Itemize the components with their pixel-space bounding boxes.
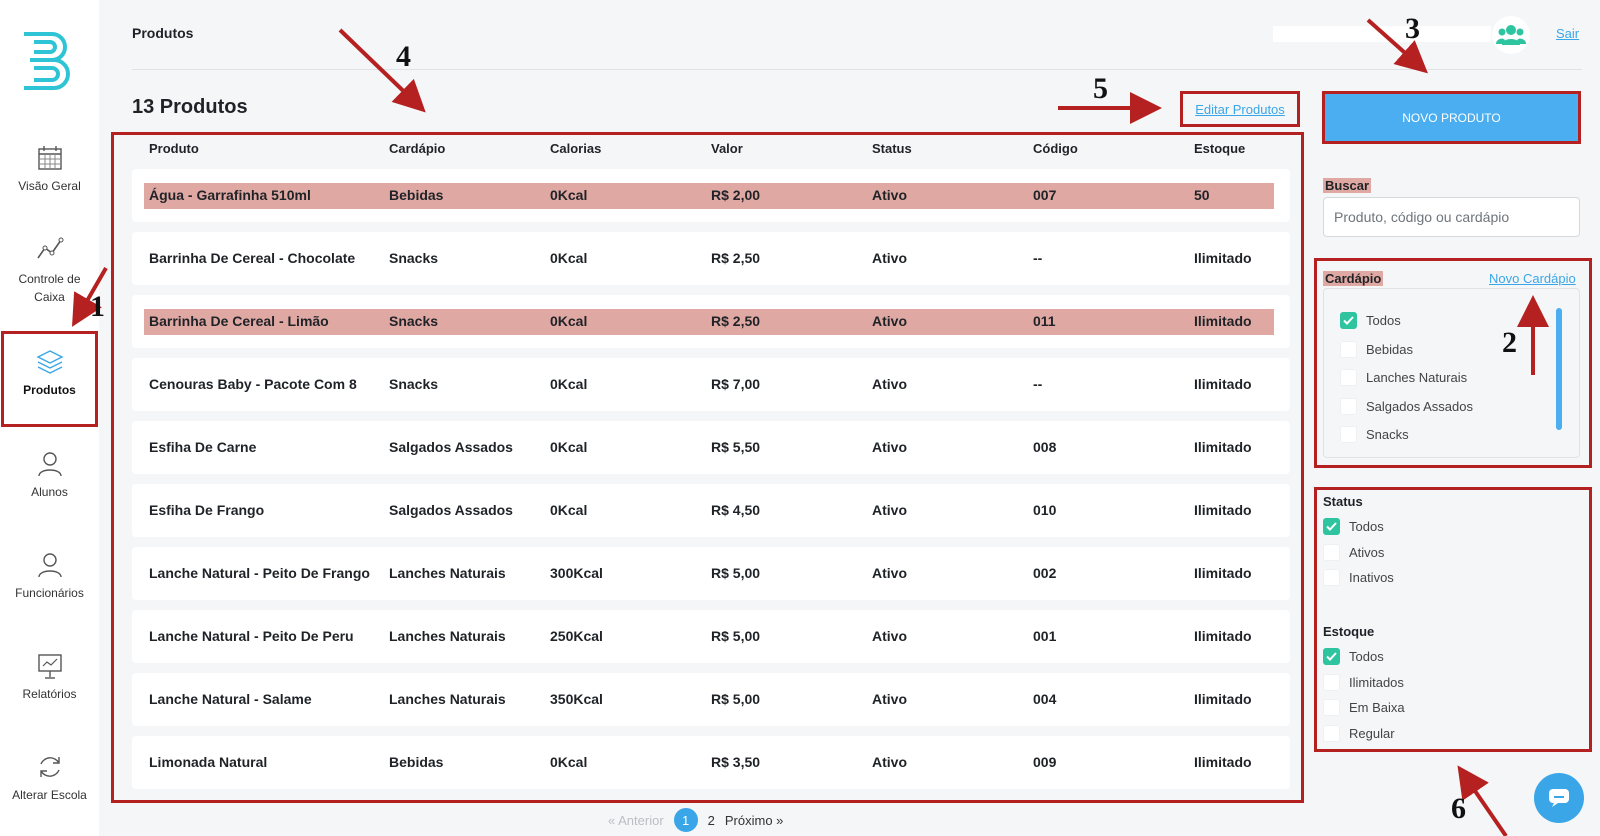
table-cell: 0Kcal: [550, 250, 588, 266]
checkbox[interactable]: [1323, 648, 1340, 665]
table-cell: Barrinha De Cereal - Chocolate: [149, 250, 356, 266]
cardapio-option-label: Lanches Naturais: [1366, 370, 1468, 385]
sidebar-item-alterar-escola[interactable]: [0, 752, 99, 802]
table-cell: Ativo: [872, 628, 907, 644]
estoque-option-label: Todos: [1349, 649, 1384, 664]
checkbox[interactable]: [1340, 341, 1357, 358]
table-cell: Salgados Assados: [389, 502, 513, 518]
table-cell: Ativo: [872, 502, 907, 518]
table-cell: R$ 7,00: [711, 376, 761, 392]
table-cell: R$ 3,50: [711, 754, 761, 770]
cardapio-option[interactable]: [1340, 398, 1473, 415]
table-cell: Ilimitado: [1194, 754, 1252, 770]
table-cell: R$ 5,00: [711, 691, 761, 707]
table-cell: Ilimitado: [1194, 376, 1252, 392]
column-header: Cardápio: [389, 141, 446, 156]
table-cell: 002: [1033, 565, 1057, 581]
annotation-number: 2: [1502, 326, 1517, 359]
table-cell: Ativo: [872, 691, 907, 707]
checkbox[interactable]: [1340, 426, 1357, 443]
logout-link[interactable]: Sair: [1556, 26, 1580, 41]
table-cell: Barrinha De Cereal - Limão: [149, 313, 329, 329]
sidebar-item-label: Alunos: [31, 485, 68, 499]
column-header: Código: [1033, 141, 1078, 156]
table-cell: Ilimitado: [1194, 628, 1252, 644]
status-option-label: Inativos: [1349, 570, 1394, 585]
page-1-button[interactable]: 1: [674, 808, 698, 832]
sidebar-item-label: Controle de Caixa: [18, 272, 81, 304]
checkbox[interactable]: [1323, 725, 1340, 742]
chat-icon: [1548, 788, 1570, 808]
table-cell: Ativo: [872, 250, 907, 266]
table-cell: 0Kcal: [550, 502, 588, 518]
table-cell: 350Kcal: [550, 691, 603, 707]
table-cell: Snacks: [389, 376, 439, 392]
table-cell: Lanche Natural - Peito De Frango: [149, 565, 370, 581]
new-product-label: NOVO PRODUTO: [1402, 110, 1501, 125]
table-cell: R$ 4,50: [711, 502, 761, 518]
table-cell: 009: [1033, 754, 1057, 770]
sidebar-item-funcionarios[interactable]: [0, 550, 99, 600]
sidebar-item-alunos[interactable]: [0, 449, 99, 499]
column-header: Status: [872, 141, 912, 156]
table-cell: Ilimitado: [1194, 439, 1252, 455]
table-cell: --: [1033, 250, 1043, 266]
table-cell: 007: [1033, 187, 1057, 203]
sidebar-item-label: Funcionários: [15, 586, 84, 600]
page-breadcrumb: Produtos: [132, 25, 194, 41]
check-icon: [1343, 316, 1354, 325]
table-cell: Lanche Natural - Peito De Peru: [149, 628, 354, 644]
table-cell: R$ 2,50: [711, 250, 761, 266]
estoque-option[interactable]: [1323, 674, 1404, 691]
table-cell: Ativo: [872, 754, 907, 770]
calendar-icon: [35, 143, 65, 173]
pagination: [608, 808, 783, 832]
table-cell: Ativo: [872, 565, 907, 581]
search-input[interactable]: [1323, 197, 1580, 237]
table-cell: Limonada Natural: [149, 754, 268, 770]
cardapio-option[interactable]: [1340, 312, 1401, 329]
sidebar-item-visao-geral[interactable]: [0, 143, 99, 193]
annotation-number: 4: [396, 40, 411, 73]
table-cell: 011: [1033, 313, 1056, 329]
divider: [132, 69, 1582, 70]
edit-products-label: Editar Produtos: [1195, 101, 1285, 117]
check-icon: [1326, 652, 1337, 661]
table-cell: Lanches Naturais: [389, 691, 506, 707]
check-icon: [1326, 522, 1337, 531]
table-cell: Ativo: [872, 187, 907, 203]
checkbox[interactable]: [1323, 699, 1340, 716]
chat-button[interactable]: [1534, 773, 1584, 823]
estoque-option-label: Em Baixa: [1349, 700, 1405, 715]
page-2-button[interactable]: 2: [707, 812, 715, 828]
presentation-icon: [35, 651, 65, 681]
table-cell: Salgados Assados: [389, 439, 513, 455]
cardapio-option[interactable]: [1340, 369, 1467, 386]
checkbox[interactable]: [1323, 518, 1340, 535]
table-cell: R$ 2,50: [711, 313, 761, 329]
estoque-option-label: Regular: [1349, 725, 1395, 741]
table-cell: Lanche Natural - Salame: [149, 691, 312, 707]
search-label: Buscar: [1325, 178, 1370, 193]
status-option[interactable]: [1323, 518, 1384, 535]
checkbox[interactable]: [1340, 312, 1357, 329]
sidebar-item-relatorios[interactable]: [0, 651, 99, 701]
page-title: 13 Produtos: [132, 96, 248, 118]
new-cardapio-link[interactable]: Novo Cardápio: [1489, 271, 1576, 286]
table-cell: Lanches Naturais: [389, 628, 506, 644]
cardapio-option-label: Bebidas: [1366, 341, 1413, 357]
logo-icon: [20, 28, 74, 92]
table-cell: Esfiha De Frango: [149, 502, 265, 518]
estoque-filter-title: Estoque: [1323, 624, 1375, 639]
table-cell: Snacks: [389, 250, 439, 266]
annotation-number: 5: [1093, 72, 1108, 105]
sidebar-item-controle-de-caixa[interactable]: [0, 234, 99, 306]
cardapio-option[interactable]: [1340, 341, 1413, 358]
table-cell: 50: [1194, 187, 1210, 203]
status-filter-title: Status: [1323, 494, 1363, 509]
column-header: Produto: [149, 141, 199, 156]
table-cell: Ilimitado: [1194, 502, 1252, 518]
sidebar-item-label: Relatórios: [22, 687, 77, 701]
cardapio-option-label: Todos: [1366, 313, 1401, 328]
status-option[interactable]: [1323, 569, 1394, 586]
column-header: Estoque: [1194, 141, 1246, 156]
status-option-label: Todos: [1349, 519, 1384, 534]
column-header: Valor: [711, 141, 743, 156]
table-cell: Cenouras Baby - Pacote Com 8: [149, 376, 357, 392]
estoque-option-label: Ilimitados: [1349, 674, 1404, 690]
table-cell: Ilimitado: [1194, 313, 1252, 329]
annotation-number: 1: [90, 290, 105, 323]
table-cell: Ilimitado: [1194, 691, 1252, 707]
status-option[interactable]: [1323, 544, 1384, 561]
cardapio-option[interactable]: [1340, 426, 1409, 443]
checkbox[interactable]: [1323, 544, 1340, 561]
estoque-option[interactable]: [1323, 699, 1405, 716]
edit-products-link[interactable]: [1180, 91, 1300, 127]
next-page-link[interactable]: Próximo »: [724, 812, 784, 828]
annotation-number: 3: [1405, 12, 1420, 45]
annotation-box-sidebar: [1, 331, 98, 427]
annotation-arrow-6: [1462, 772, 1506, 836]
table-cell: 0Kcal: [550, 754, 588, 770]
checkbox[interactable]: [1340, 369, 1357, 386]
table-cell: Ativo: [872, 376, 907, 392]
table-cell: Lanches Naturais: [389, 565, 506, 581]
sidebar: [0, 0, 99, 836]
checkbox[interactable]: [1340, 398, 1357, 415]
table-cell: Esfiha De Carne: [149, 439, 257, 455]
user-icon: [35, 449, 65, 479]
estoque-option[interactable]: [1323, 648, 1384, 665]
table-cell: 0Kcal: [550, 187, 588, 203]
table-cell: Ilimitado: [1194, 250, 1252, 266]
cardapio-label: Cardápio: [1325, 271, 1382, 286]
table-cell: 004: [1033, 691, 1057, 707]
table-cell: R$ 2,00: [711, 187, 761, 203]
cardapio-option-label: Salgados Assados: [1366, 398, 1473, 414]
users-icon: [1496, 24, 1526, 46]
status-option-label: Ativos: [1349, 544, 1385, 560]
table-cell: Água - Garrafinha 510ml: [149, 187, 311, 203]
table-cell: --: [1033, 376, 1043, 392]
annotation-number: 6: [1451, 792, 1466, 825]
table-cell: 008: [1033, 439, 1057, 455]
table-cell: Bebidas: [389, 187, 444, 203]
checkbox[interactable]: [1323, 674, 1340, 691]
sidebar-item-label: Alterar Escola: [12, 788, 87, 802]
user-icon: [35, 550, 65, 580]
table-cell: 0Kcal: [550, 313, 588, 329]
sidebar-item-label: Visão Geral: [18, 179, 81, 193]
table-cell: 250Kcal: [550, 628, 603, 644]
sidebar-item-label: Produtos: [23, 383, 76, 397]
column-header: Calorias: [550, 141, 602, 156]
table-cell: 0Kcal: [550, 376, 588, 392]
table-cell: Ilimitado: [1194, 565, 1252, 581]
new-product-button[interactable]: [1322, 91, 1581, 144]
table-cell: 0Kcal: [550, 439, 588, 455]
table-cell: R$ 5,50: [711, 439, 761, 455]
refresh-icon: [35, 752, 65, 782]
table-cell: R$ 5,00: [711, 565, 761, 581]
estoque-option[interactable]: [1323, 725, 1395, 742]
user-name-field: [1273, 26, 1491, 42]
prev-page-link[interactable]: « Anterior: [608, 812, 664, 828]
cardapio-option-label: Snacks: [1366, 427, 1409, 442]
annotation-box-table: [111, 132, 1304, 803]
table-cell: R$ 5,00: [711, 628, 761, 644]
table-cell: 001: [1033, 628, 1057, 644]
line-chart-icon: [35, 234, 65, 264]
table-cell: 300Kcal: [550, 565, 603, 581]
table-cell: 010: [1033, 502, 1057, 518]
table-cell: Ativo: [872, 313, 907, 329]
checkbox[interactable]: [1323, 569, 1340, 586]
avatar[interactable]: [1492, 16, 1530, 54]
table-cell: Ativo: [872, 439, 907, 455]
table-cell: Bebidas: [389, 754, 444, 770]
scrollbar[interactable]: [1556, 308, 1562, 430]
table-cell: Snacks: [389, 313, 439, 329]
